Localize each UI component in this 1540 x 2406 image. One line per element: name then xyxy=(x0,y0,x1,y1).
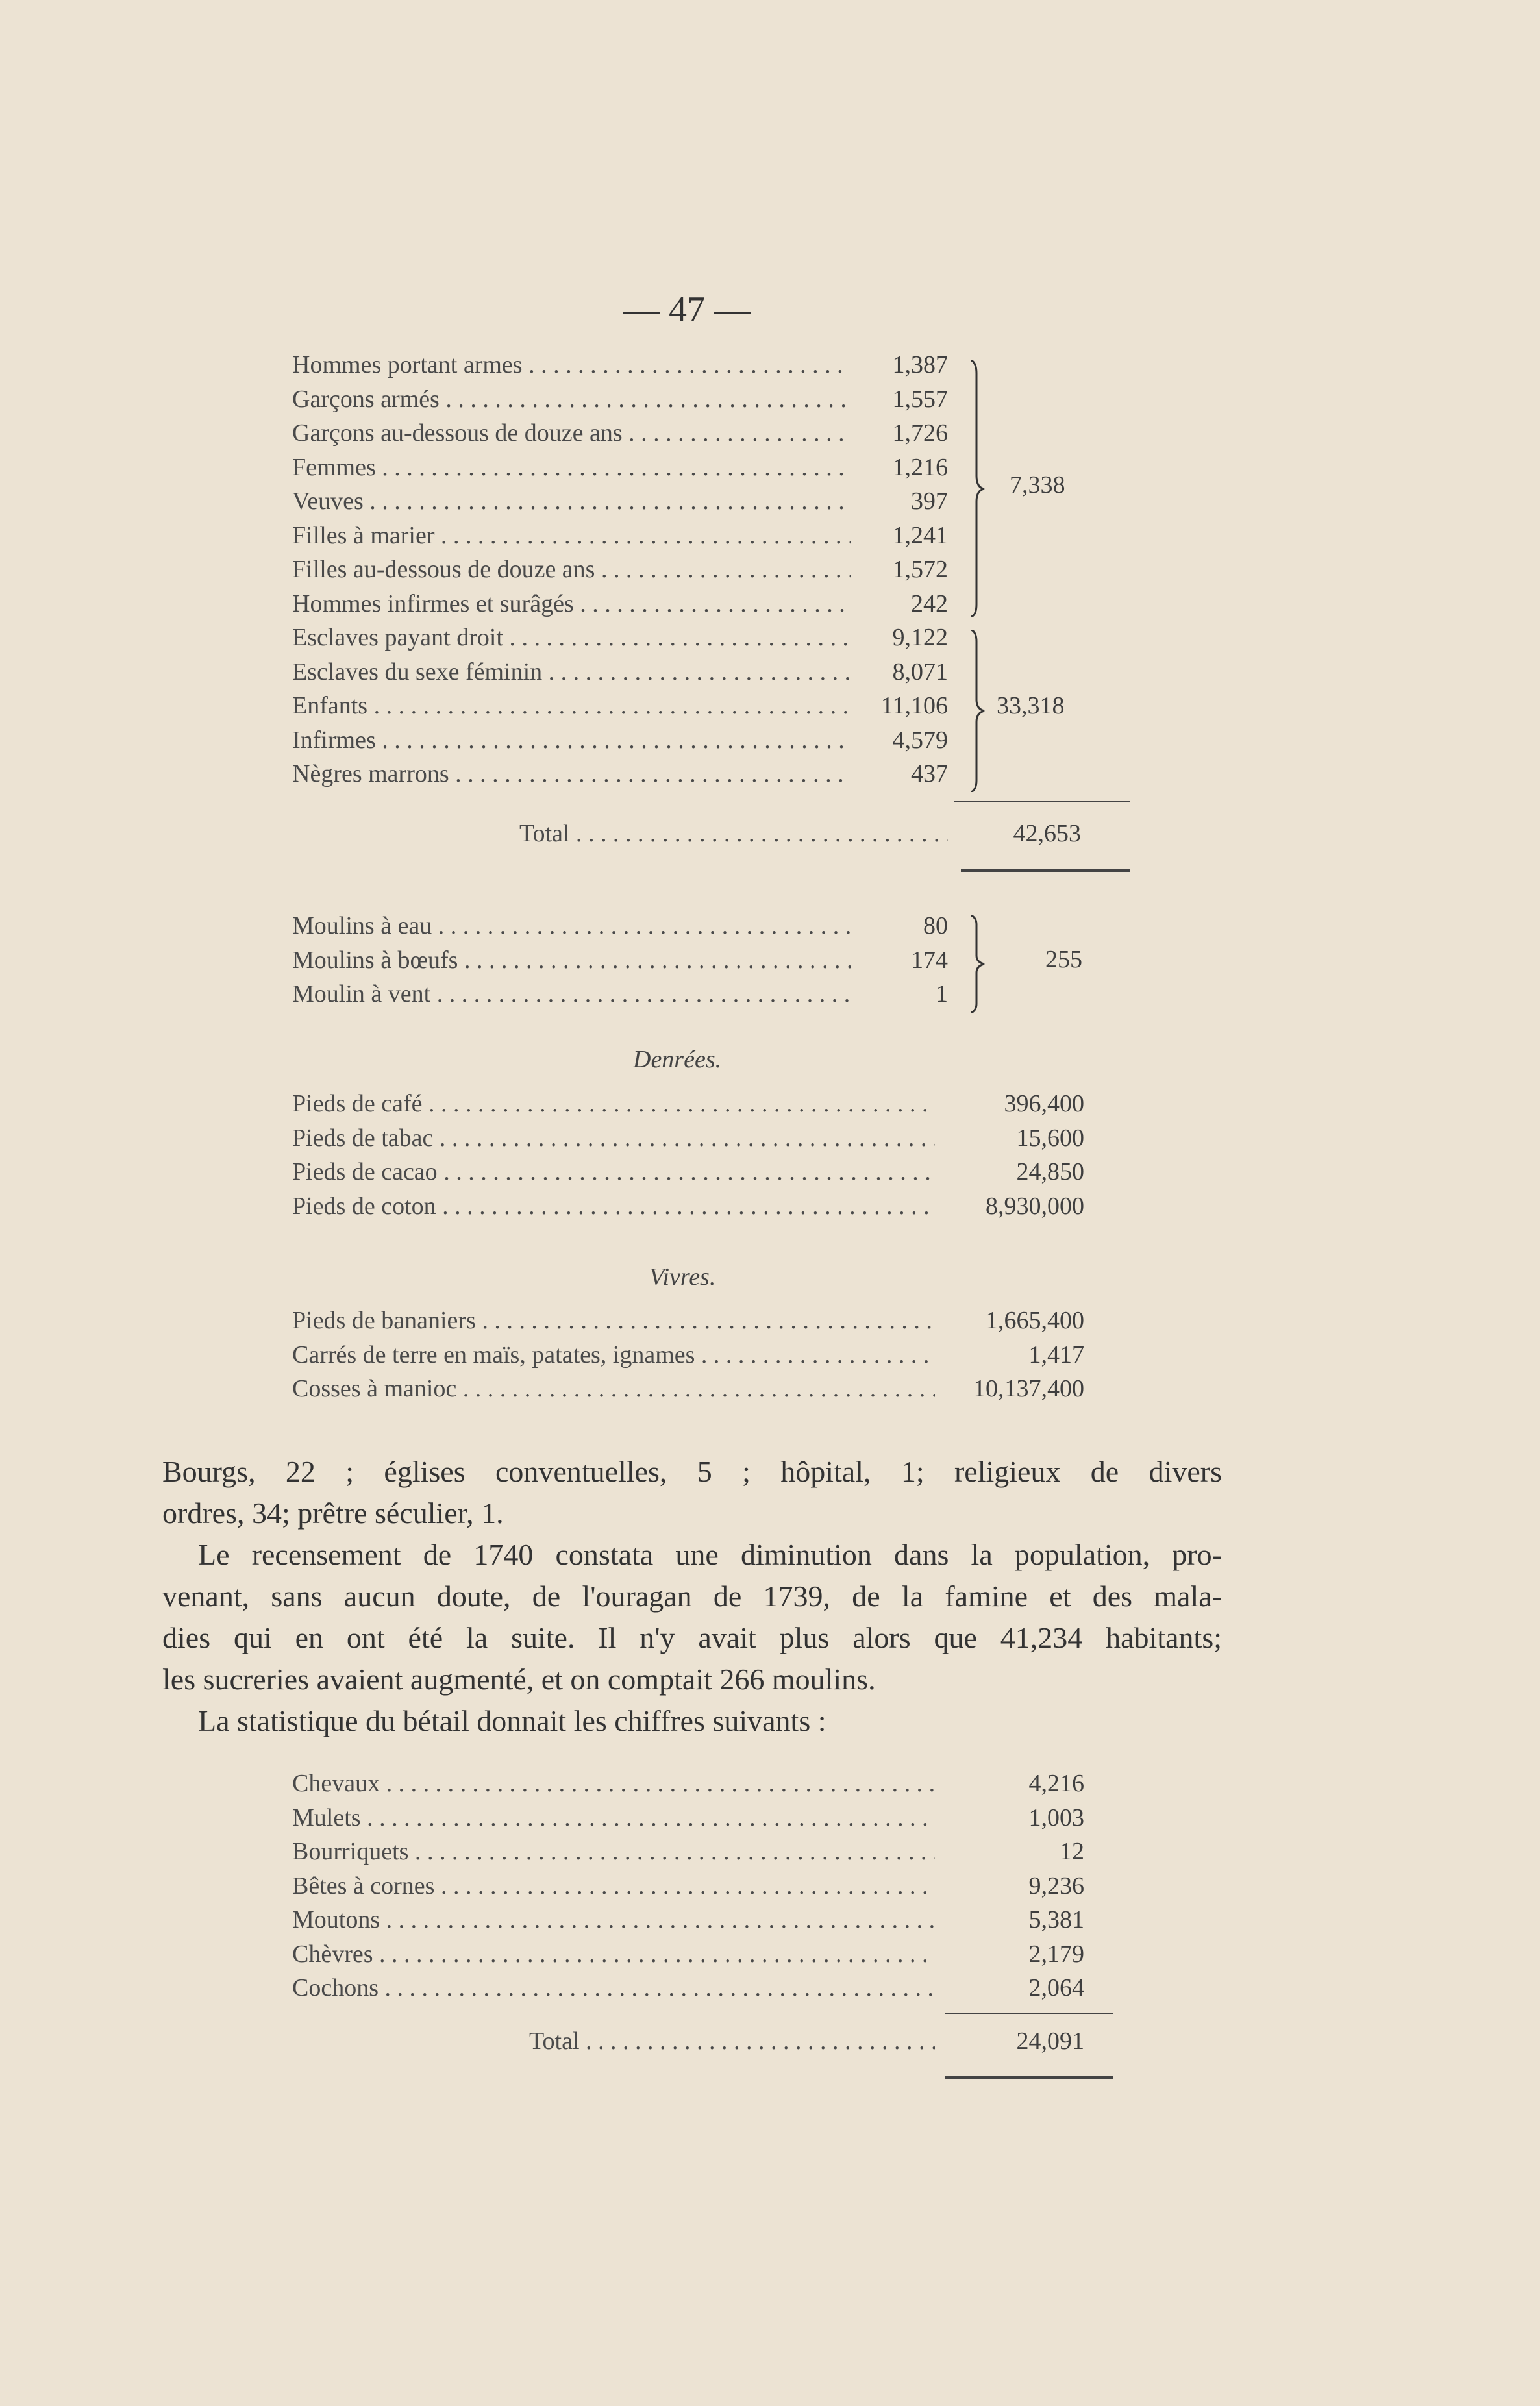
total-value: 42,653 xyxy=(1013,820,1081,847)
double-rule xyxy=(945,2076,1113,2079)
divider xyxy=(954,801,1130,802)
row-value: 11,106 xyxy=(880,692,948,719)
row-value: 1,003 xyxy=(1028,1804,1084,1831)
row-value: 1,241 xyxy=(892,521,948,549)
text-line: ordres, 34; prêtre séculier, 1. xyxy=(162,1496,504,1530)
livestock-table xyxy=(292,1769,1084,2008)
table-row xyxy=(292,691,948,726)
row-label: Hommes portant armes . . . xyxy=(292,351,851,379)
row-label: Moulins à eau . . . xyxy=(292,912,851,940)
total-value: 24,091 xyxy=(1016,2028,1084,2055)
table-row xyxy=(292,453,948,488)
subtotal-free: 7,338 xyxy=(1010,471,1065,499)
row-value: 437 xyxy=(911,760,948,788)
row-label: Moulins à bœufs . . . xyxy=(292,946,851,974)
text-line: Le recensement de 1740 constata une diminution dans la population, pro- xyxy=(198,1538,1222,1571)
row-value: 12 xyxy=(1060,1838,1084,1865)
table-row xyxy=(292,1124,1084,1158)
table-row xyxy=(292,419,948,453)
row-value: 15,600 xyxy=(1016,1124,1084,1152)
denrees-table xyxy=(292,1089,1084,1226)
table-row xyxy=(292,1089,1084,1124)
table-row xyxy=(292,1872,1084,1906)
row-value: 397 xyxy=(911,488,948,515)
row-value: 8,071 xyxy=(892,658,948,686)
row-label: Pieds de bananiers . . . xyxy=(292,1306,935,1335)
table-row xyxy=(292,1769,1084,1804)
row-label: Pieds de tabac . . . xyxy=(292,1124,935,1152)
table-row xyxy=(292,1374,1084,1409)
table-row xyxy=(292,589,948,624)
table-row xyxy=(292,1192,1084,1226)
row-label: Moutons . . . xyxy=(292,1905,935,1934)
row-value: 1,557 xyxy=(892,385,948,413)
row-value: 24,850 xyxy=(1016,1158,1084,1185)
row-label: Carrés de terre en maïs, patates, ignames . . . xyxy=(292,1341,935,1369)
row-label: Esclaves payant droit . . . xyxy=(292,623,851,652)
table-row xyxy=(292,623,948,658)
row-label: Moulin à vent . . . xyxy=(292,980,851,1008)
text-line: les sucreries avaient augmenté, et on comptait 266 moulins. xyxy=(162,1663,876,1696)
text-line: venant, sans aucun doute, de l'ouragan de 1739, de la famine et des mala- xyxy=(162,1580,1222,1613)
divider xyxy=(945,2013,1113,2014)
table-row xyxy=(292,1341,1084,1375)
row-value: 2,179 xyxy=(1028,1940,1084,1968)
row-label: Infirmes . . . xyxy=(292,726,851,754)
row-value: 5,381 xyxy=(1028,1906,1084,1933)
row-value: 1,387 xyxy=(892,351,948,378)
table-row xyxy=(292,912,948,946)
row-value: 1,665,400 xyxy=(986,1307,1084,1334)
row-label: Pieds de café . . . xyxy=(292,1089,935,1118)
table-row xyxy=(292,658,948,692)
row-value: 242 xyxy=(911,589,948,617)
population-table-slaves xyxy=(292,623,948,794)
row-label: Pieds de coton . . . xyxy=(292,1192,935,1221)
row-label: Chevaux . . . xyxy=(292,1769,935,1798)
section-heading-vivres: Vivres. xyxy=(649,1263,716,1291)
row-value: 8,930,000 xyxy=(986,1192,1084,1220)
row-value: 396,400 xyxy=(1004,1090,1084,1117)
page-number: — 47 — xyxy=(623,290,751,330)
row-label: Chèvres . . . xyxy=(292,1940,935,1968)
table-row xyxy=(292,946,948,980)
row-label: Filles au-dessous de douze ans . . . xyxy=(292,555,851,584)
population-table-free xyxy=(292,351,948,623)
row-value: 1 xyxy=(936,980,948,1008)
row-label: Esclaves du sexe féminin . . . xyxy=(292,658,851,686)
row-value: 1,216 xyxy=(892,453,948,481)
row-label: Nègres marrons . . . xyxy=(292,760,851,788)
row-value: 10,137,400 xyxy=(973,1375,1084,1402)
row-label: Mulets . . . xyxy=(292,1804,935,1832)
total-label: Total . . . xyxy=(529,2027,935,2055)
table-row xyxy=(292,487,948,521)
row-value: 4,579 xyxy=(892,726,948,754)
subtotal-mills: 255 xyxy=(1045,946,1082,973)
row-value: 1,417 xyxy=(1028,1341,1084,1369)
table-row xyxy=(292,1837,1084,1872)
row-label: Pieds de cacao . . . xyxy=(292,1158,935,1186)
row-label: Bêtes à cornes . . . xyxy=(292,1872,935,1900)
population-total xyxy=(519,819,1081,848)
row-value: 2,064 xyxy=(1028,1974,1084,2002)
row-label: Cochons . . . xyxy=(292,1974,935,2002)
row-value: 9,236 xyxy=(1028,1872,1084,1900)
table-row xyxy=(292,351,948,385)
table-row xyxy=(292,1306,1084,1341)
table-row xyxy=(292,521,948,556)
row-value: 174 xyxy=(911,946,948,974)
brace-icon xyxy=(967,915,993,1013)
vivres-table xyxy=(292,1306,1084,1409)
table-row xyxy=(292,760,948,794)
row-value: 1,726 xyxy=(892,419,948,447)
row-label: Enfants . . . xyxy=(292,691,851,720)
table-row xyxy=(292,385,948,419)
table-row xyxy=(292,1974,1084,2008)
row-label: Femmes . . . xyxy=(292,453,851,482)
livestock-total xyxy=(529,2027,1084,2055)
row-value: 1,572 xyxy=(892,556,948,583)
text-line: dies qui en ont été la suite. Il n'y avait plus alors que 41,234 habitants; xyxy=(162,1621,1222,1654)
subtotal-slaves: 33,318 xyxy=(997,692,1065,719)
row-label: Garçons au-dessous de douze ans . . . xyxy=(292,419,851,447)
table-row xyxy=(292,1158,1084,1192)
row-label: Garçons armés . . . xyxy=(292,385,851,414)
table-row xyxy=(292,555,948,589)
total-label: Total . . . xyxy=(519,819,948,848)
text-line: La statistique du bétail donnait les chiffres suivants : xyxy=(198,1704,826,1737)
text-line: Bourgs, 22 ; églises conventuelles, 5 ; hôpital, 1; religieux de divers xyxy=(162,1455,1222,1488)
row-label: Bourriquets . . . xyxy=(292,1837,935,1866)
table-row xyxy=(292,1804,1084,1838)
row-label: Hommes infirmes et surâgés . . . xyxy=(292,589,851,618)
brace-icon xyxy=(967,630,993,792)
row-label: Veuves . . . xyxy=(292,487,851,515)
double-rule xyxy=(961,869,1130,872)
row-value: 80 xyxy=(923,912,948,939)
table-row xyxy=(292,726,948,760)
table-row xyxy=(292,1940,1084,1974)
table-row xyxy=(292,1905,1084,1940)
row-label: Filles à marier . . . xyxy=(292,521,851,550)
row-label: Cosses à manioc . . . xyxy=(292,1374,935,1403)
table-row xyxy=(292,980,948,1014)
mills-table xyxy=(292,912,948,1014)
brace-icon xyxy=(967,360,993,617)
section-heading-denrees: Denrées. xyxy=(633,1046,722,1073)
row-value: 4,216 xyxy=(1028,1770,1084,1797)
row-value: 9,122 xyxy=(892,624,948,651)
